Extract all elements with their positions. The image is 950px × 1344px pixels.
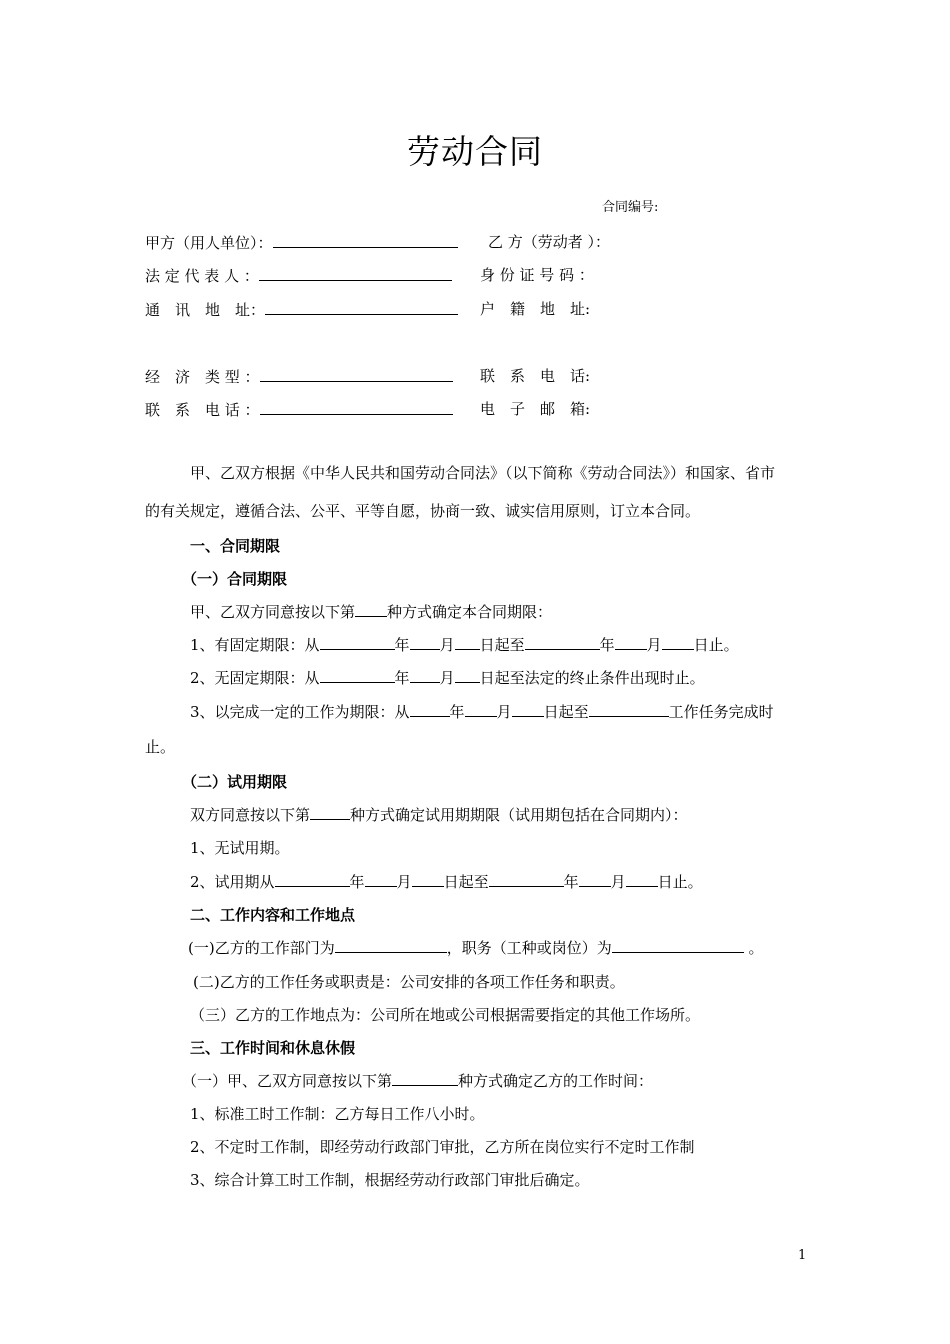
- section-1-heading: 一、合同期限: [190, 537, 281, 555]
- trial-start-year-blank[interactable]: [275, 871, 350, 887]
- open-start-day-blank[interactable]: [455, 667, 480, 683]
- department-end: 。: [748, 939, 764, 957]
- fixed-end-month-blank[interactable]: [615, 634, 647, 650]
- section-3-heading: 三、工作时间和休息休假: [190, 1039, 356, 1057]
- fixed-start-year-blank[interactable]: [320, 634, 395, 650]
- term-method-prefix: 甲、乙双方同意按以下第: [190, 603, 356, 621]
- economic-type-row: [145, 366, 453, 387]
- address-label: 通 讯 地 址：: [145, 301, 266, 319]
- open-term-prefix: 2、无固定期限：从: [190, 669, 320, 687]
- month-label: 月: [496, 703, 512, 721]
- work-time-method-blank[interactable]: [392, 1070, 458, 1086]
- work-time-method-row: [182, 1070, 653, 1092]
- fixed-term-row: [190, 634, 739, 656]
- phone-b-label: 联 系 电 话:: [480, 367, 591, 385]
- trial-end-month-blank[interactable]: [579, 871, 611, 887]
- open-start-month-blank[interactable]: [410, 667, 440, 683]
- standard-hours-item: 1、标准工时工作制：乙方每日工作八小时。: [190, 1105, 485, 1123]
- address-blank[interactable]: [265, 299, 458, 315]
- economic-type-blank[interactable]: [260, 366, 453, 382]
- day-end-label: 日止。: [693, 636, 739, 654]
- fixed-end-year-blank[interactable]: [525, 634, 600, 650]
- trial-method-suffix: 种方式确定试用期期限（试用期包括在合同期内）：: [350, 806, 688, 824]
- term-method-row: [190, 601, 552, 623]
- place-item: （三）乙方的工作地点为：公司所在地或公司根据需要指定的其他工作场所。: [190, 1006, 701, 1024]
- section-2-heading: 二、工作内容和工作地点: [190, 906, 356, 924]
- phone-a-label: 联 系 电 话 ：: [145, 401, 260, 419]
- work-time-method-prefix: （一）甲、乙双方同意按以下第: [182, 1072, 393, 1090]
- year-label: 年: [394, 669, 410, 687]
- year-label: 年: [449, 703, 465, 721]
- document-title: 劳动合同: [407, 132, 543, 171]
- year-label: 年: [349, 873, 365, 891]
- section-1-sub2-heading: （二）试用期限: [182, 773, 288, 791]
- day-to-label: 日起至: [479, 636, 525, 654]
- fixed-start-day-blank[interactable]: [455, 634, 480, 650]
- party-a-label: 甲方（用人单位）：: [145, 234, 273, 252]
- term-method-blank[interactable]: [355, 601, 387, 617]
- month-label: 月: [439, 669, 455, 687]
- position-blank[interactable]: [612, 937, 744, 953]
- trial-method-prefix: 双方同意按以下第: [190, 806, 311, 824]
- preamble-line-1: 甲、乙双方根据《中华人民共和国劳动合同法》（以下简称《劳动合同法》）和国家、省市: [190, 464, 776, 482]
- trial-start-day-blank[interactable]: [412, 871, 444, 887]
- page-number: 1: [798, 1248, 807, 1263]
- task-term-suffix: 工作任务完成时: [668, 703, 774, 721]
- trial-period-row: [190, 871, 703, 893]
- legal-rep-label: 法 定 代 表 人 ：: [145, 267, 259, 285]
- party-b-label: 乙 方（劳动者 ）：: [488, 233, 611, 251]
- trial-start-month-blank[interactable]: [365, 871, 397, 887]
- day-to-label: 日起至: [443, 873, 489, 891]
- department-row: [188, 937, 764, 959]
- no-trial-item: 1、无试用期。: [190, 839, 290, 857]
- work-time-method-suffix: 种方式确定乙方的工作时间：: [458, 1072, 654, 1090]
- trial-method-row: [190, 804, 688, 826]
- department-prefix: (一)乙方的工作部门为: [188, 939, 335, 957]
- email-label: 电 子 邮 箱:: [480, 400, 591, 418]
- legal-rep-row: [145, 265, 452, 286]
- preamble-line-2: 的有关规定，遵循合法、公平、平等自愿，协商一致、诚实信用原则，订立本合同。: [145, 502, 701, 520]
- household-address-label: 户 籍 地 址:: [480, 300, 591, 318]
- department-blank[interactable]: [335, 937, 447, 953]
- legal-rep-blank[interactable]: [259, 265, 452, 281]
- fixed-start-month-blank[interactable]: [410, 634, 440, 650]
- open-term-row: [190, 667, 705, 689]
- fixed-term-prefix: 1、有固定期限：从: [190, 636, 320, 654]
- id-number-label: 身 份 证 号 码 ：: [480, 266, 594, 284]
- trial-period-prefix: 2、试用期从: [190, 873, 275, 891]
- year-label: 年: [394, 636, 410, 654]
- party-a-row: [145, 232, 458, 253]
- party-a-blank[interactable]: [273, 232, 458, 248]
- trial-method-blank[interactable]: [310, 804, 350, 820]
- address-row: [145, 299, 458, 320]
- task-start-month-blank[interactable]: [465, 701, 497, 717]
- phone-a-row: [145, 399, 453, 420]
- fixed-end-day-blank[interactable]: [662, 634, 694, 650]
- task-blank[interactable]: [589, 701, 669, 717]
- section-1-sub1-heading: （一）合同期限: [182, 570, 288, 588]
- month-label: 月: [439, 636, 455, 654]
- year-label: 年: [563, 873, 579, 891]
- flexible-hours-item: 2、不定时工作制，即经劳动行政部门审批，乙方所在岗位实行不定时工作制: [190, 1138, 695, 1156]
- duty-item: (二)乙方的工作任务或职责是：公司安排的各项工作任务和职责。: [193, 973, 625, 991]
- open-term-suffix: 日起至法定的终止条件出现时止。: [479, 669, 705, 687]
- term-method-suffix: 种方式确定本合同期限：: [387, 603, 553, 621]
- comprehensive-hours-item: 3、综合计算工时工作制，根据经劳动行政部门审批后确定。: [190, 1171, 590, 1189]
- task-start-day-blank[interactable]: [512, 701, 544, 717]
- month-label: 月: [610, 873, 626, 891]
- day-end-label: 日止。: [657, 873, 703, 891]
- trial-end-year-blank[interactable]: [489, 871, 564, 887]
- economic-type-label: 经 济 类 型 ：: [145, 368, 260, 386]
- year-label: 年: [599, 636, 615, 654]
- position-prefix: ，职务（工种或岗位）为: [446, 939, 612, 957]
- month-label: 月: [646, 636, 662, 654]
- task-start-year-blank[interactable]: [410, 701, 450, 717]
- task-term-row: [190, 701, 774, 723]
- task-term-prefix: 3、以完成一定的工作为期限：从: [190, 703, 410, 721]
- month-label: 月: [396, 873, 412, 891]
- task-term-wrap: 止。: [145, 738, 176, 756]
- day-to-label: 日起至: [543, 703, 589, 721]
- contract-number-label: 合同编号:: [602, 200, 659, 215]
- phone-a-blank[interactable]: [260, 399, 453, 415]
- trial-end-day-blank[interactable]: [626, 871, 658, 887]
- open-start-year-blank[interactable]: [320, 667, 395, 683]
